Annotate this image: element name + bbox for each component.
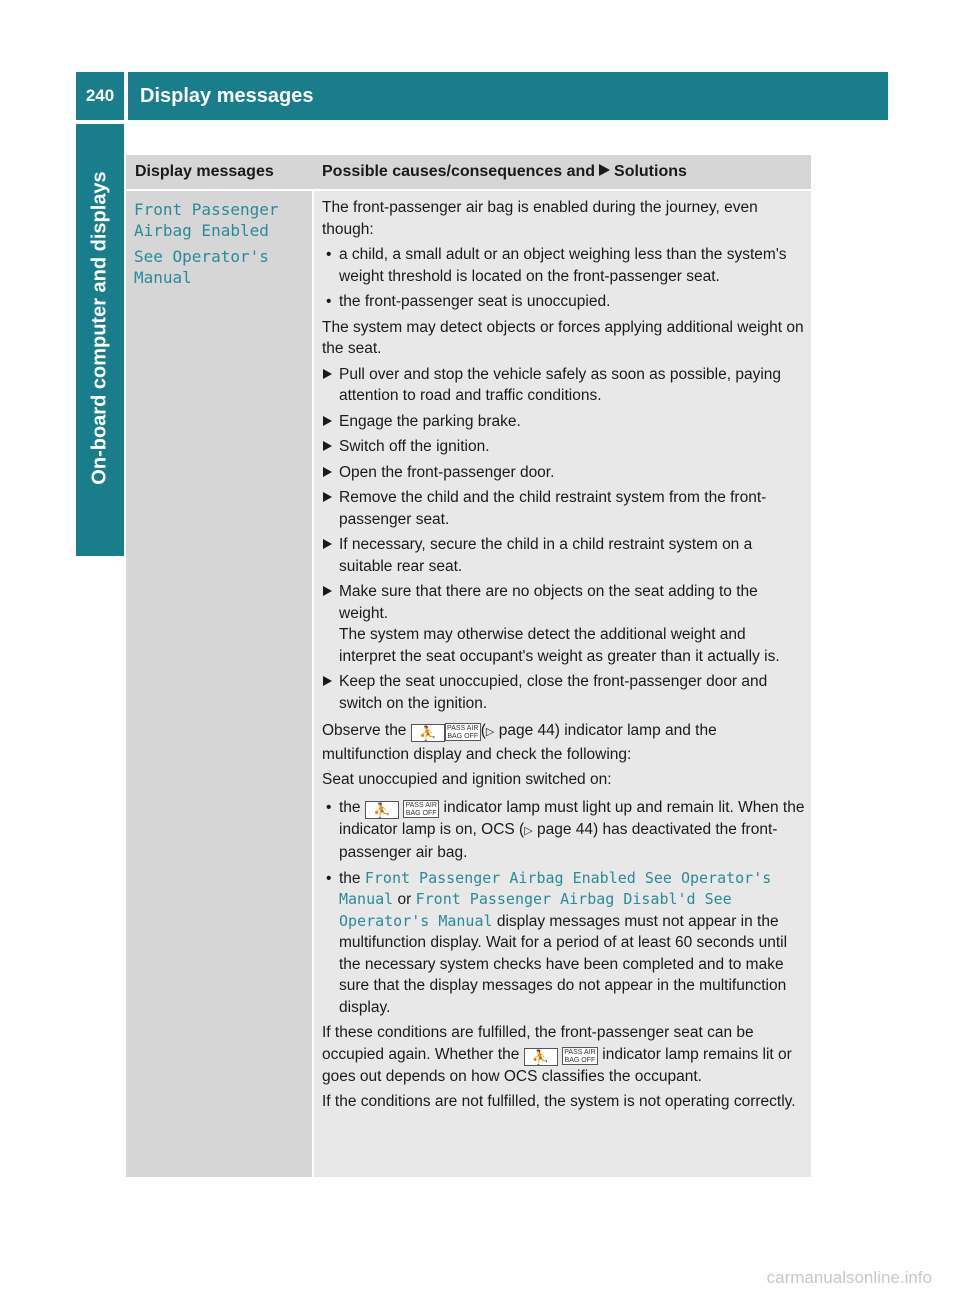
step-item: Pull over and stop the vehicle safely as soon as possible, paying attention to road and traffic conditions. [322,364,806,407]
fulfilled-text: If these conditions are fulfilled, the front-passenger seat can be occupied again. Whether the ⛹ PASS AIR BAG OFF indicator lamp remains lit or goes out depends on how OCS classifies the occupant. [322,1024,792,1085]
pass-airbag-off-icon: PASS AIR BAG OFF [445,723,481,741]
display-message: See Operator's Manual [134,247,269,287]
page-ref-icon: ▷ [485,726,495,738]
cause-item: • the front-passenger seat is unoccupied. [322,291,806,313]
check-item: • the ⛹ PASS AIR BAG OFF indicator lamp must light up and remain lit. When the indicator lamp is on, OCS (▷ page 44) has deactivated the front-passenger air bag. [322,797,806,864]
not-fulfilled-text: If the conditions are not fulfilled, the system is not operating correctly. [322,1093,796,1110]
step-item: Engage the parking brake. [322,411,806,433]
solutions-cell [314,191,811,1177]
display-message-ref: Front Passenger Airbag Enabled See Operator's Manual [339,868,772,908]
seat-occupant-icon: ⛹ [411,724,445,742]
step-item: If necessary, secure the child in a child restraint system on a suitable rear seat. [322,534,806,577]
section-title: Display messages [128,72,888,120]
step-arrow-icon [323,492,332,502]
step-item: Remove the child and the child restraint system from the front-passenger seat. [322,487,806,530]
step-arrow-icon [323,369,332,379]
cause-item: • a child, a small adult or an object weighing less than the system's weight threshold is located on the front-passenger seat. [322,244,806,287]
display-message: Front Passenger Airbag Enabled [134,200,279,240]
step-arrow-icon [323,441,332,451]
check-item: • the Front Passenger Airbag Enabled See Operator's Manual or Front Passenger Airbag Disabl'd See Operator's Manual display messages must not appear in the multifunction display. Wait for a period of at least 60 seconds until the necessary system checks have been completed and to make sure that the display messages do not appear in the multifunction display. [322,868,806,1019]
message-cell [126,191,312,1177]
observe-text: Observe the ⛹ PASS AIR BAG OFF (▷ page 44) indicator lamp and the multifunction display and check the following: [322,722,717,763]
col-header-solutions: Possible causes/consequences and Solutions [322,163,687,180]
intro-text: The front-passenger air bag is enabled during the journey, even though: [322,199,758,238]
col-header-messages: Display messages [135,163,274,180]
table-header [126,155,811,189]
step-arrow-icon [323,539,332,549]
step-arrow-icon [323,467,332,477]
step-item: Open the front-passenger door. [322,462,806,484]
step-item: Make sure that there are no objects on the seat adding to the weight. The system may otherwise detect the additional weight and interpret the seat occupant's weight as greater than it actually is. [322,581,806,667]
step-item: Keep the seat unoccupied, close the front-passenger door and switch on the ignition. [322,671,806,714]
page-number: 240 [76,72,124,120]
detect-text: The system may detect objects or forces applying additional weight on the seat. [322,318,804,357]
pass-airbag-off-icon: PASS AIR BAG OFF [562,1047,598,1065]
page-header [76,72,888,120]
side-tab-label: On-board computer and displays [88,171,111,485]
step-item: Switch off the ignition. [322,436,806,458]
seat-occupant-icon: ⛹ [524,1048,558,1066]
seat-occupant-icon: ⛹ [365,801,399,819]
arrow-right-icon [599,164,610,176]
step-arrow-icon [323,586,332,596]
display-messages-table [126,155,811,1177]
watermark: carmanualsonline.info [766,1268,932,1287]
step-arrow-icon [323,676,332,686]
pass-airbag-off-icon: PASS AIR BAG OFF [403,800,439,818]
step-arrow-icon [323,416,332,426]
side-tab-label-box [76,124,124,532]
page-ref-icon: ▷ [524,824,533,837]
display-message-ref: Front Passenger Airbag Disabl'd See Operator's Manual [339,890,732,930]
seat-unoccupied-text: Seat unoccupied and ignition switched on: [322,771,612,788]
